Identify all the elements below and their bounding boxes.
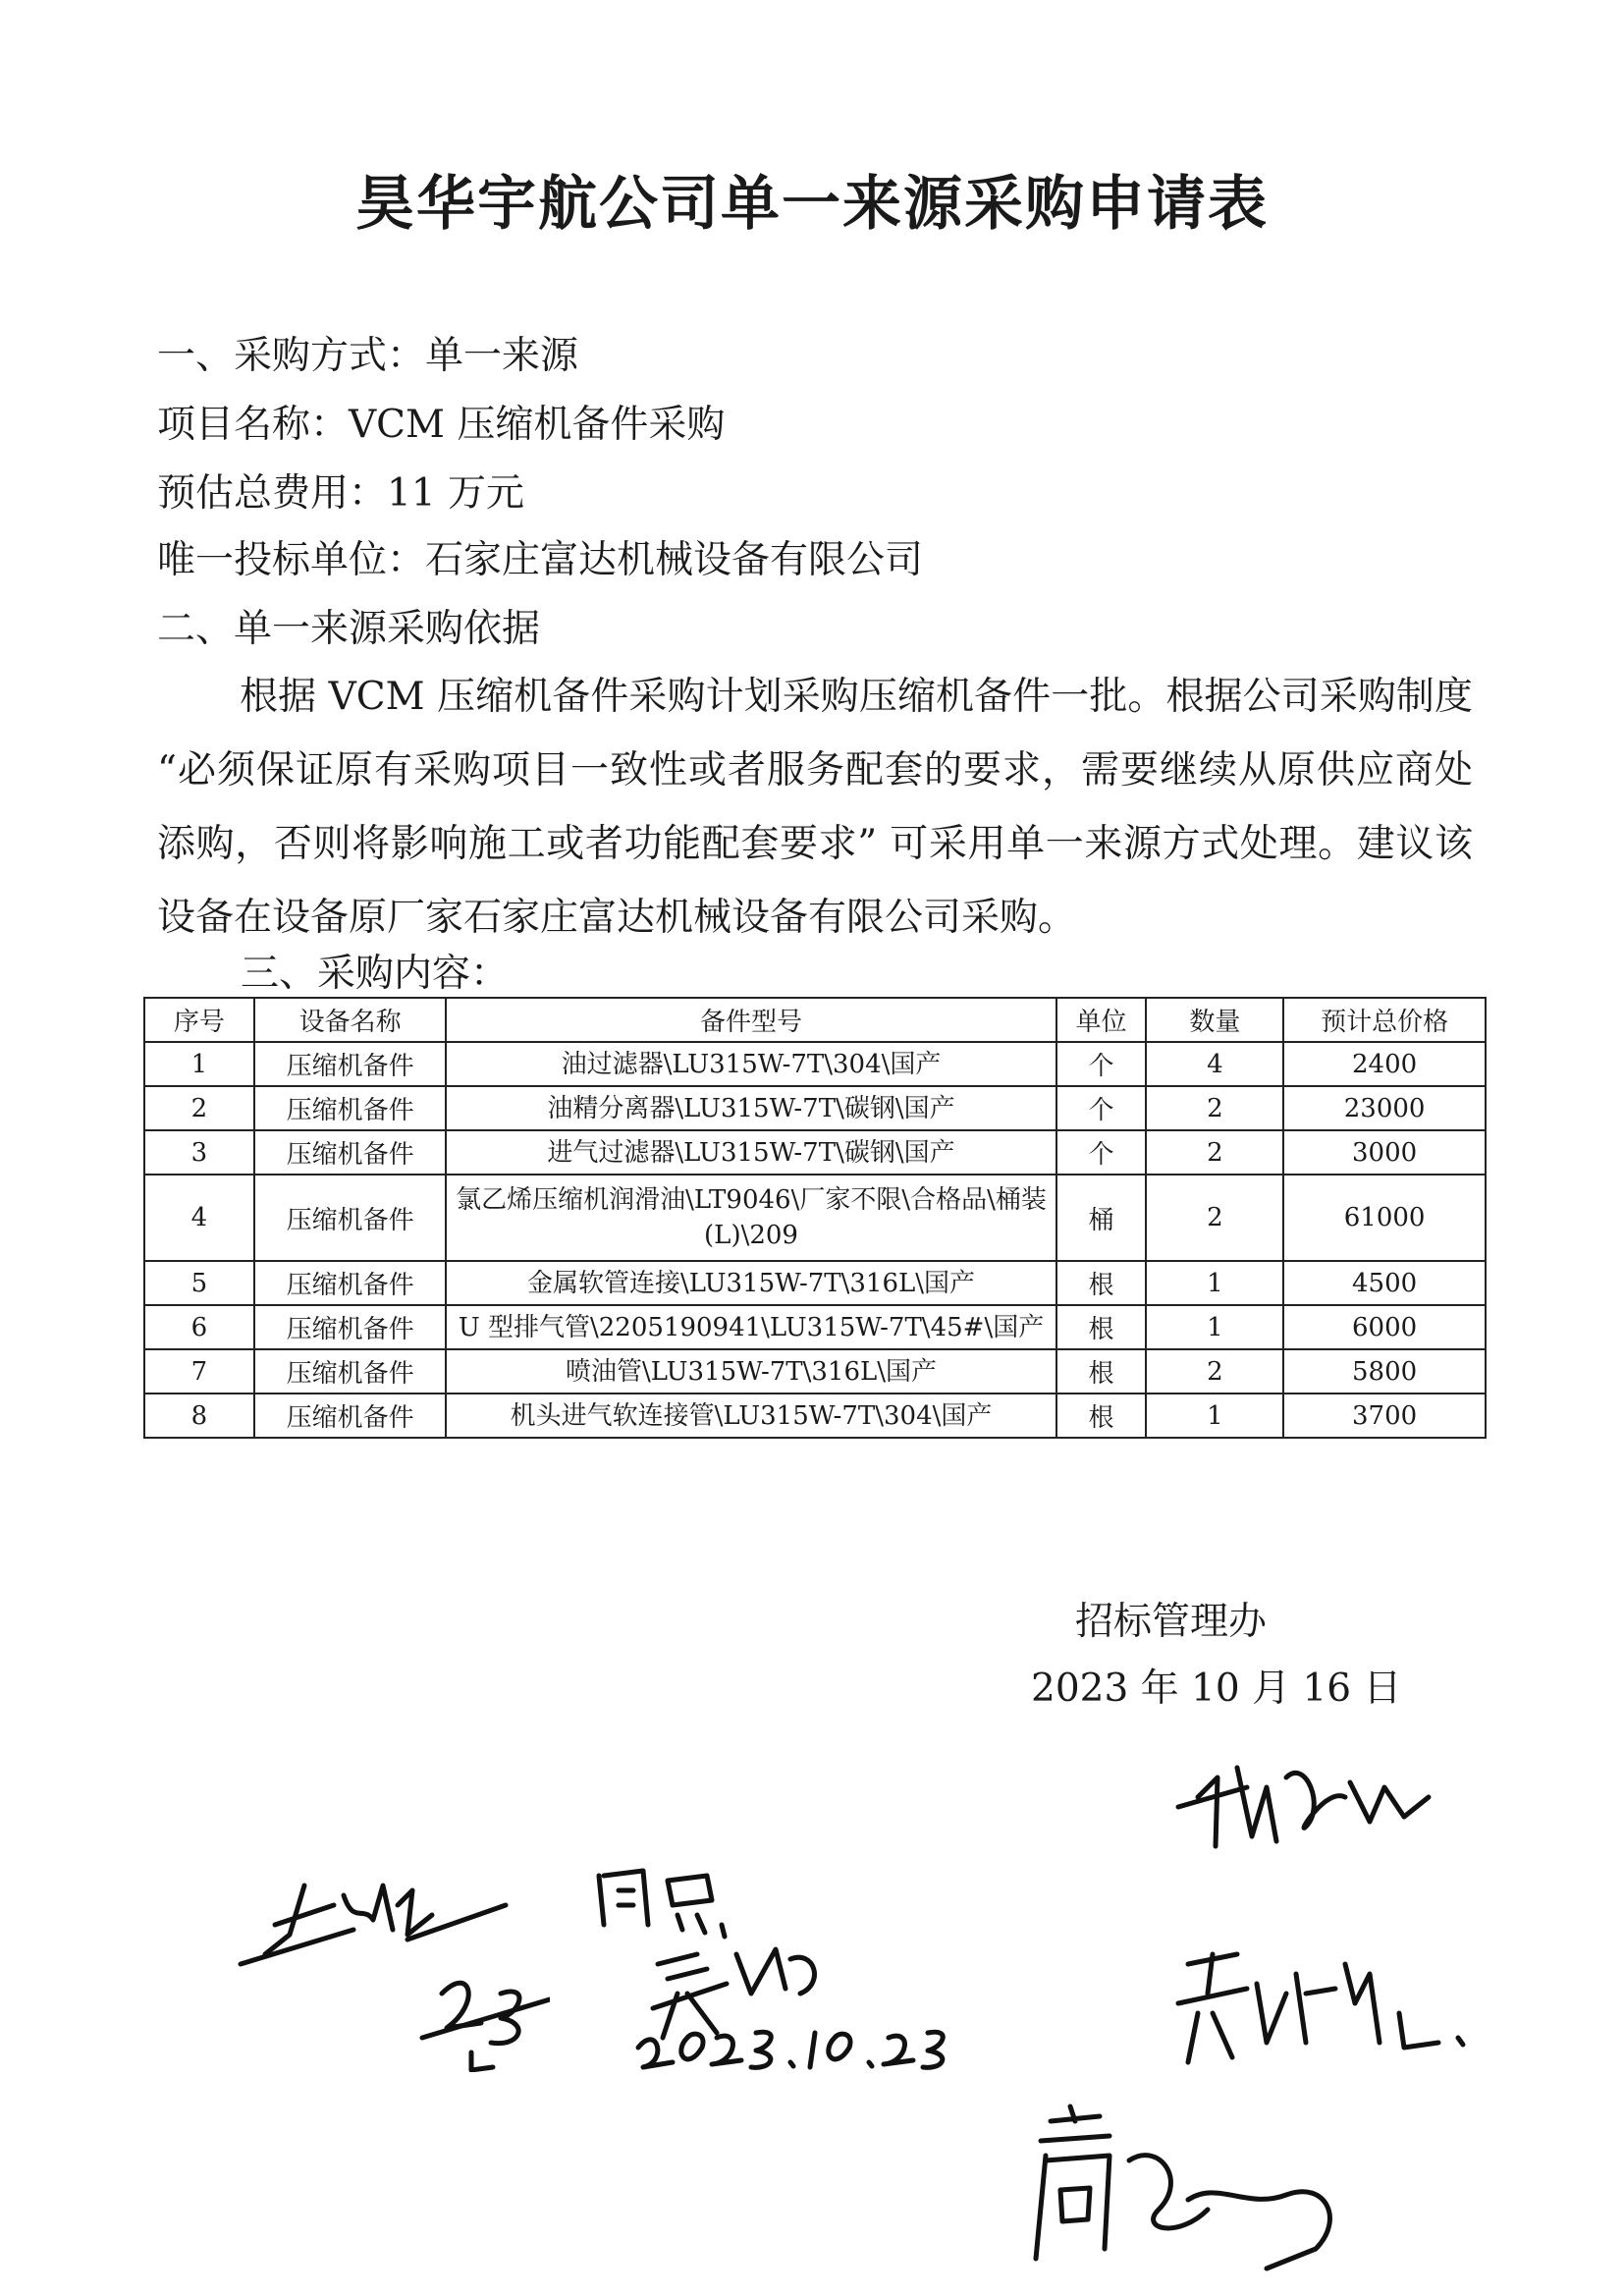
document-title: 昊华宇航公司单一来源采购申请表: [355, 170, 1269, 239]
table-row: [144, 1349, 1486, 1394]
cell-unit: 根: [1056, 1394, 1147, 1438]
section-2-heading: 二、单一来源采购依据: [157, 607, 541, 651]
cell-qty: 2: [1146, 1130, 1283, 1175]
cell-spec: 进气过滤器\LU315W-7T\碳钢\国产: [446, 1130, 1056, 1175]
cell-unit: 根: [1056, 1305, 1147, 1349]
cell-name: 压缩机备件: [254, 1042, 447, 1086]
cell-spec: 油精分离器\LU315W-7T\碳钢\国产: [446, 1086, 1056, 1130]
header-equipment-name: 设备名称: [254, 998, 447, 1042]
cell-qty: 2: [1146, 1175, 1283, 1261]
cell-qty: 1: [1146, 1394, 1283, 1438]
cell-price: 5800: [1283, 1349, 1486, 1394]
issuing-office: 招标管理办: [1075, 1600, 1268, 1644]
cell-spec: U 型排气管\2205190941\LU315W-7T\45#\国产: [446, 1305, 1056, 1349]
table-row: [144, 1042, 1486, 1086]
cell-qty: 2: [1146, 1086, 1283, 1130]
header-quantity: 数量: [1146, 998, 1283, 1042]
signature-right-middle: [1159, 1935, 1512, 2082]
cell-price: 4500: [1283, 1261, 1486, 1305]
signature-left: [236, 1846, 550, 2072]
cell-unit: 桶: [1056, 1175, 1147, 1261]
cell-spec: 油过滤器\LU315W-7T\304\国产: [446, 1042, 1056, 1086]
cell-name: 压缩机备件: [254, 1261, 447, 1305]
section-3-heading: 三、采购内容：: [241, 952, 510, 996]
cell-unit: 根: [1056, 1349, 1147, 1394]
cell-name: 压缩机备件: [254, 1130, 447, 1175]
cell-name: 压缩机备件: [254, 1175, 447, 1261]
cell-spec: 机头进气软连接管\LU315W-7T\304\国产: [446, 1394, 1056, 1438]
cell-qty: 4: [1146, 1042, 1283, 1086]
header-unit: 单位: [1056, 998, 1147, 1042]
table-header-row: [144, 998, 1486, 1042]
cell-no: 4: [144, 1175, 254, 1261]
table-row: [144, 1261, 1486, 1305]
cell-price: 3000: [1283, 1130, 1486, 1175]
cell-name: 压缩机备件: [254, 1394, 447, 1438]
estimated-cost: 预估总费用：11 万元: [157, 471, 525, 516]
header-estimated-price: 预计总价格: [1283, 998, 1486, 1042]
cell-spec: 喷油管\LU315W-7T\316L\国产: [446, 1349, 1056, 1394]
cell-no: 2: [144, 1086, 254, 1130]
cell-no: 1: [144, 1042, 254, 1086]
cell-spec: 金属软管连接\LU315W-7T\316L\国产: [446, 1261, 1056, 1305]
table-row: [144, 1130, 1486, 1175]
cell-no: 3: [144, 1130, 254, 1175]
table-row: [144, 1305, 1486, 1349]
cell-unit: 个: [1056, 1130, 1147, 1175]
procurement-items-table: [143, 997, 1487, 1439]
table-row: [144, 1175, 1486, 1261]
cell-price: 2400: [1283, 1042, 1486, 1086]
cell-qty: 1: [1146, 1261, 1283, 1305]
cell-unit: 根: [1056, 1261, 1147, 1305]
cell-unit: 个: [1056, 1086, 1147, 1130]
cell-no: 5: [144, 1261, 254, 1305]
cell-no: 6: [144, 1305, 254, 1349]
table-row: [144, 1394, 1486, 1438]
cell-qty: 1: [1146, 1305, 1283, 1349]
handwritten-approval-note: [579, 1846, 1001, 2072]
cell-name: 压缩机备件: [254, 1086, 447, 1130]
sole-bidder: 唯一投标单位：石家庄富达机械设备有限公司: [157, 538, 924, 582]
cell-price: 23000: [1283, 1086, 1486, 1130]
signature-top-right: [1159, 1728, 1453, 1866]
cell-price: 3700: [1283, 1394, 1486, 1438]
header-part-model: 备件型号: [446, 998, 1056, 1042]
procurement-basis-paragraph: 根据 VCM 压缩机备件采购计划采购压缩机备件一批。根据公司采购制度 “必须保证原有采购项目一致性或者服务配套的要求，需要继续从原供应商处添购，否则将影响施工或者功能配套要求” 可采用单一来源方式处理。建议该设备在设备原厂家石家庄富达机械设备有限公司采购。: [157, 675, 1473, 940]
cell-no: 8: [144, 1394, 254, 1438]
issue-date: 2023 年 10 月 16 日: [1031, 1667, 1402, 1711]
cell-name: 压缩机备件: [254, 1305, 447, 1349]
signature-bottom: [992, 2102, 1384, 2288]
cell-spec: 氯乙烯压缩机润滑油\LT9046\厂家不限\合格品\桶装(L)\209: [446, 1175, 1056, 1261]
cell-unit: 个: [1056, 1042, 1147, 1086]
cell-no: 7: [144, 1349, 254, 1394]
procurement-method: 一、采购方式：单一来源: [157, 334, 579, 378]
cell-name: 压缩机备件: [254, 1349, 447, 1394]
table-row: [144, 1086, 1486, 1130]
cell-price: 6000: [1283, 1305, 1486, 1349]
cell-price: 61000: [1283, 1175, 1486, 1261]
cell-qty: 2: [1146, 1349, 1283, 1394]
project-name: 项目名称：VCM 压缩机备件采购: [157, 403, 726, 447]
header-no: 序号: [144, 998, 254, 1042]
